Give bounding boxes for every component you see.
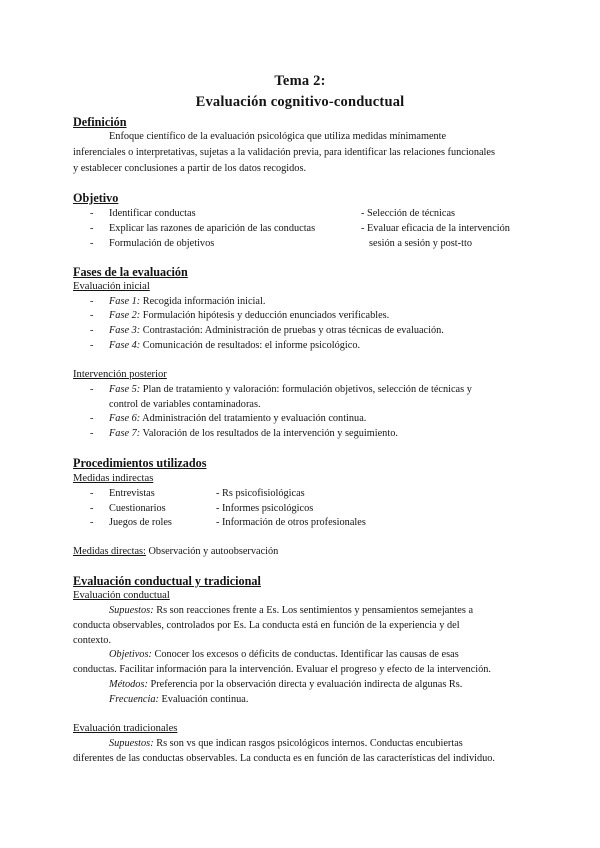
medidas-directas (73, 546, 278, 557)
subheading-evaluacion-conductual: Evaluación conductual (73, 590, 170, 601)
definicion-line-1: Enfoque científico de la evaluación psicológica que utiliza medidas mínimamente (109, 131, 447, 142)
frecuencia-line (109, 694, 248, 705)
indirectas-left-item: Cuestionarios (109, 503, 166, 514)
fase-continuation: control de variables contaminadoras. (109, 399, 261, 410)
bullet-dash: - (90, 517, 94, 528)
indirectas-right-item: - Rs psicofisiológicas (216, 488, 305, 499)
fase-item (109, 296, 265, 307)
indirectas-right-item: - Información de otros profesionales (216, 517, 366, 528)
objetivo-right-item: - Evaluar eficacia de la intervención (361, 223, 510, 234)
bullet-dash: - (90, 488, 94, 499)
bullet-dash: - (90, 238, 94, 249)
fase-text: Recogida información inicial. (140, 296, 266, 307)
fase-label: Fase 6: (109, 413, 141, 424)
objetivo-left-item: Formulación de objetivos (109, 238, 215, 249)
objetivo-right-item: sesión a sesión y post-tto (369, 238, 472, 249)
fase-label: Fase 1: (109, 296, 141, 307)
fase-text: Administración del tratamiento y evaluación continua. (140, 413, 367, 424)
title-line-2: Evaluación cognitivo-conductual (195, 94, 405, 110)
fase-text: Comunicación de resultados: el informe psicológico. (140, 340, 361, 351)
objetivo-left-item: Identificar conductas (109, 208, 196, 219)
bullet-dash: - (90, 384, 94, 395)
bullet-dash: - (90, 296, 94, 307)
fase-item (109, 384, 472, 395)
bullet-dash: - (90, 413, 94, 424)
objetivos-line-1 (109, 649, 459, 660)
definicion-line-3: y establecer conclusiones a partir de los datos recogidos. (73, 163, 307, 174)
fase-label: Fase 4: (109, 340, 141, 351)
medidas-directas-text: Observación y autoobservación (145, 546, 279, 557)
fase-text: Contrastación: Administración de pruebas y otras técnicas de evaluación. (140, 325, 444, 336)
indirectas-right-item: - Informes psicológicos (216, 503, 314, 514)
objetivo-right-item: - Selección de técnicas (361, 208, 456, 219)
supuestos-line-3: contexto. (73, 635, 112, 646)
trad-supuestos-line-2: diferentes de las conductas observables. La conducta es en función de las características del individuo. (73, 753, 496, 764)
objetivo-left-item: Explicar las razones de aparición de las conductas (109, 223, 316, 234)
bullet-dash: - (90, 503, 94, 514)
fase-item (109, 428, 398, 439)
title-line-1: Tema 2: (274, 73, 326, 89)
fase-item (109, 413, 366, 424)
bullet-dash: - (90, 340, 94, 351)
subheading-evaluacion-inicial: Evaluación inicial (73, 281, 150, 292)
fase-label: Fase 7: (109, 428, 141, 439)
supuestos-text: Rs son reacciones frente a Es. Los sentimientos y pensamientos semejantes a (153, 605, 474, 616)
fase-text: Plan de tratamiento y valoración: formulación objetivos, selección de técnicas y (140, 384, 472, 395)
trad-supuestos-label: Supuestos: (109, 738, 154, 749)
definicion-line-2: inferenciales o interpretativas, sujetas a la validación previa, para identificar las relaciones funcionales (73, 147, 495, 158)
frecuencia-text: Evaluación continua. (158, 694, 249, 705)
indirectas-left-item: Entrevistas (109, 488, 155, 499)
fase-text: Valoración de los resultados de la intervención y seguimiento. (140, 428, 398, 439)
trad-supuestos-text: Rs son vs que indican rasgos psicológicos internos. Conductas encubiertas (153, 738, 463, 749)
fase-label: Fase 2: (109, 310, 141, 321)
supuestos-label: Supuestos: (109, 605, 154, 616)
subheading-evaluacion-tradicionales: Evaluación tradicionales (73, 723, 178, 734)
fase-text: Formulación hipótesis y deducción enunciados verificables. (140, 310, 390, 321)
objetivos-label: Objetivos: (109, 649, 152, 660)
frecuencia-label: Frecuencia: (109, 694, 159, 705)
heading-evaluacion-conductual-tradicional: Evaluación conductual y tradicional (73, 574, 261, 588)
fase-label: Fase 5: (109, 384, 141, 395)
subheading-intervencion-posterior: Intervención posterior (73, 369, 167, 380)
indirectas-left-item: Juegos de roles (109, 517, 172, 528)
fase-item (109, 340, 360, 351)
heading-objetivo: Objetivo (73, 191, 119, 205)
bullet-dash: - (90, 428, 94, 439)
heading-procedimientos: Procedimientos utilizados (73, 456, 207, 470)
bullet-dash: - (90, 208, 94, 219)
metodos-text: Preferencia por la observación directa y evaluación indirecta de algunas Rs. (147, 679, 463, 690)
fase-label: Fase 3: (109, 325, 141, 336)
supuestos-line-2: conducta observables, controlados por Es. La conducta está en función de la experiencia y del (73, 620, 460, 631)
bullet-dash: - (90, 223, 94, 234)
bullet-dash: - (90, 325, 94, 336)
bullet-dash: - (90, 310, 94, 321)
heading-fases: Fases de la evaluación (73, 265, 188, 279)
objetivos-text: Conocer los excesos o déficits de conductas. Identificar las causas de esas (151, 649, 459, 660)
medidas-directas-label: Medidas directas: (73, 546, 146, 557)
trad-supuestos-line-1 (109, 738, 463, 749)
metodos-line (109, 679, 462, 690)
objetivos-line-2: conductas. Facilitar información para la intervención. Evaluar el progreso y efecto de la intervención. (73, 664, 491, 675)
fase-item (109, 310, 389, 321)
metodos-label: Métodos: (109, 679, 148, 690)
fase-item (109, 325, 444, 336)
subheading-medidas-indirectas: Medidas indirectas (73, 473, 154, 484)
supuestos-line-1 (109, 605, 473, 616)
heading-definicion: Definición (73, 115, 127, 129)
